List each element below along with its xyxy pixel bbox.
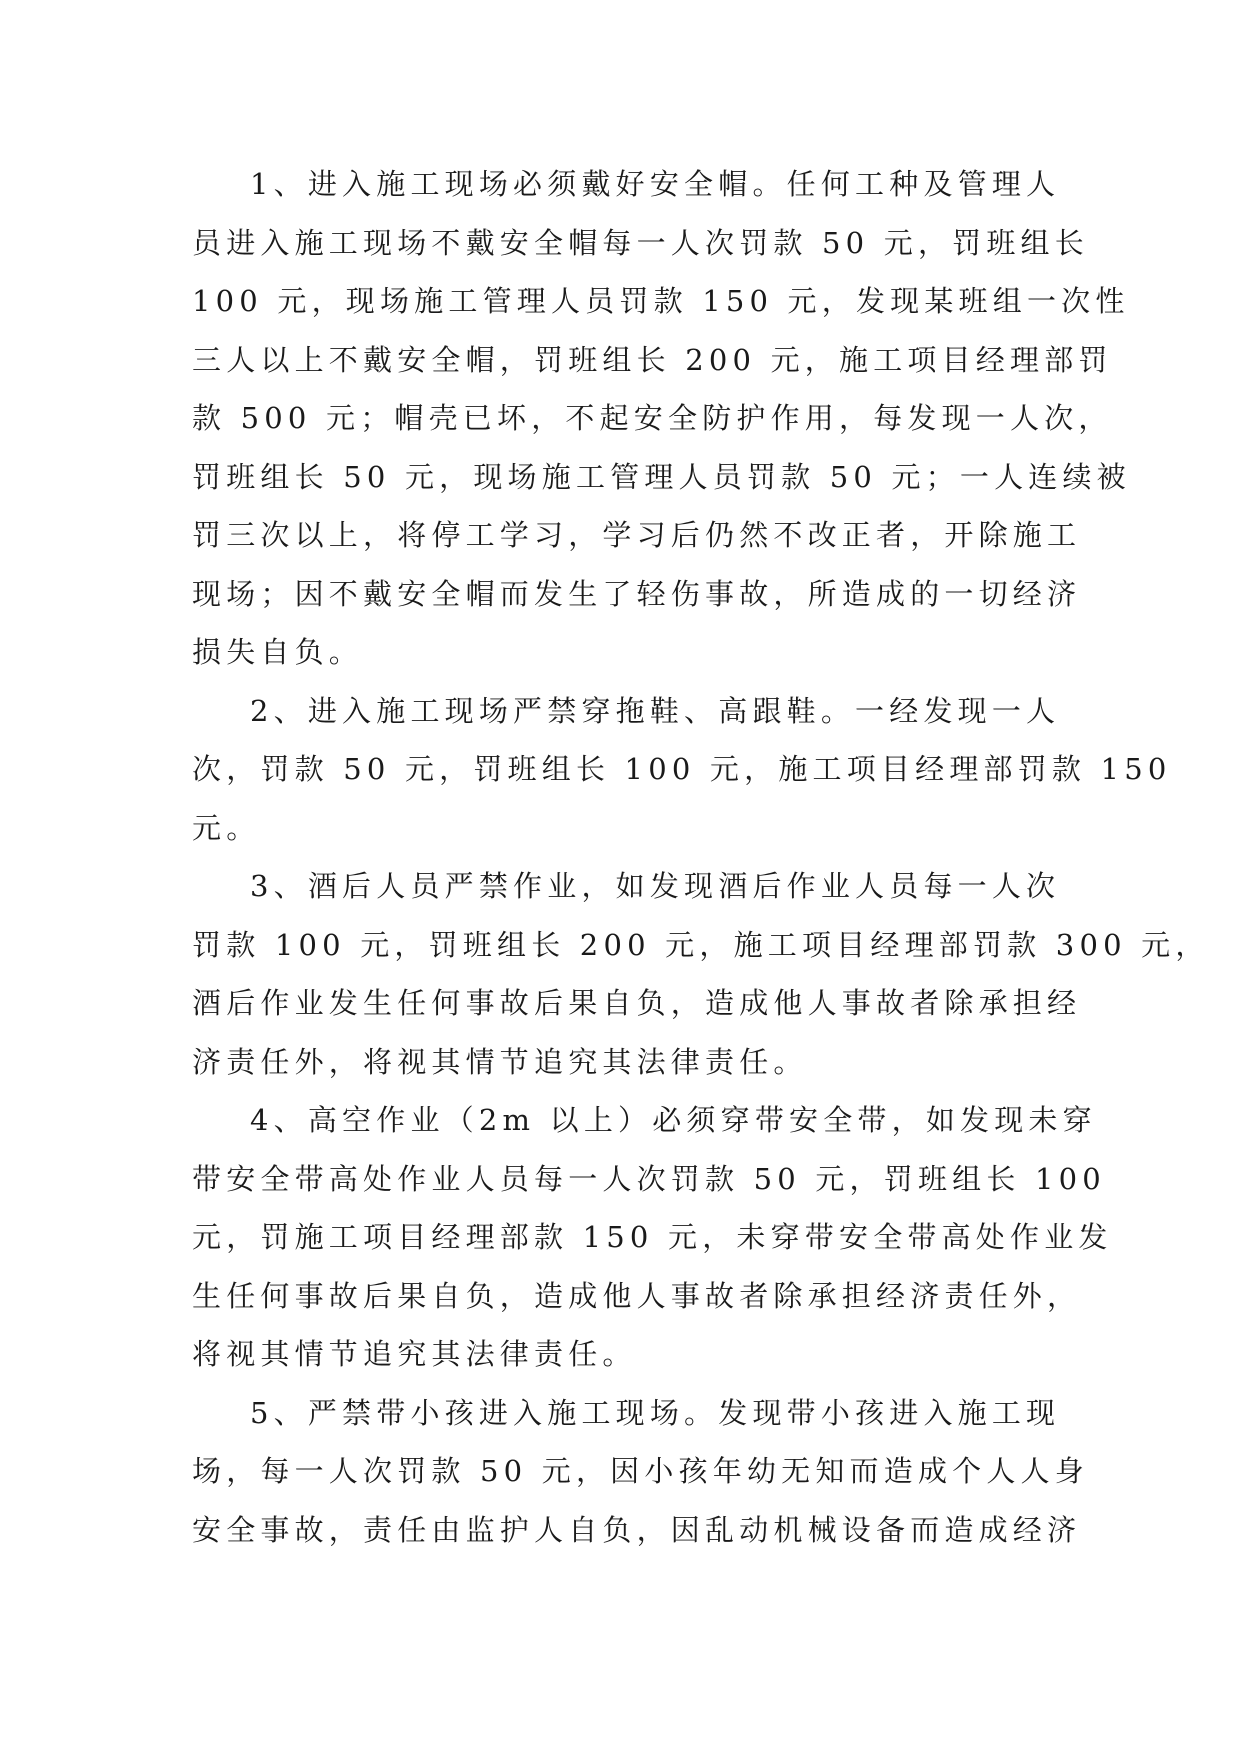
text-line-16: 济责任外，将视其情节追究其法律责任。 xyxy=(192,1044,808,1079)
text-line-18: 带安全带高处作业人员每一人次罚款 50 元，罚班组长 100 xyxy=(192,1161,1106,1196)
text-line-2: 员进入施工现场不戴安全帽每一人次罚款 50 元，罚班组长 xyxy=(192,225,1089,260)
text-line-10: 2、进入施工现场严禁穿拖鞋、高跟鞋。一经发现一人 xyxy=(250,693,1061,728)
text-line-23: 场，每一人次罚款 50 元，因小孩年幼无知而造成个人人身 xyxy=(192,1454,1089,1488)
text-line-21: 将视其情节追究其法律责任。 xyxy=(192,1337,637,1371)
text-line-11: 次，罚款 50 元，罚班组长 100 元，施工项目经理部罚款 150 xyxy=(192,752,1172,786)
text-line-17: 4、高空作业（2m 以上）必须穿带安全带，如发现未穿 xyxy=(250,1103,1097,1137)
text-line-24: 安全事故，责任由监护人自负，因乱动机械设备而造成经济 xyxy=(192,1512,1082,1547)
text-line-1: 1、进入施工现场必须戴好安全帽。任何工种及管理人 xyxy=(250,167,1061,201)
text-line-4: 三人以上不戴安全帽，罚班组长 200 元，施工项目经理部罚 xyxy=(192,342,1113,377)
text-line-22: 5、严禁带小孩进入施工现场。发现带小孩进入施工现 xyxy=(250,1395,1061,1430)
text-line-5: 款 500 元；帽壳已坏，不起安全防护作用，每发现一人次， xyxy=(192,401,1113,435)
text-line-6: 罚班组长 50 元，现场施工管理人员罚款 50 元；一人连续被 xyxy=(192,459,1131,494)
text-line-19: 元，罚施工项目经理部款 150 元，未穿带安全带高处作业发 xyxy=(192,1220,1113,1254)
text-line-13: 3、酒后人员严禁作业，如发现酒后作业人员每一人次 xyxy=(250,869,1061,903)
text-line-7: 罚三次以上，将停工学习，学习后仍然不改正者，开除施工 xyxy=(192,518,1082,552)
text-line-12: 元。 xyxy=(192,810,261,845)
text-line-14: 罚款 100 元，罚班组长 200 元，施工项目经理部罚款 300 元， xyxy=(192,927,1210,962)
document-body xyxy=(192,155,1210,1559)
text-line-15: 酒后作业发生任何事故后果自负，造成他人事故者除承担经 xyxy=(192,986,1082,1020)
text-line-8: 现场；因不戴安全帽而发生了轻伤事故，所造成的一切经济 xyxy=(192,576,1082,611)
text-line-9: 损失自负。 xyxy=(192,635,364,669)
text-line-3: 100 元，现场施工管理人员罚款 150 元，发现某班组一次性 xyxy=(192,284,1130,318)
text-line-20: 生任何事故后果自负，造成他人事故者除承担经济责任外， xyxy=(192,1278,1082,1313)
